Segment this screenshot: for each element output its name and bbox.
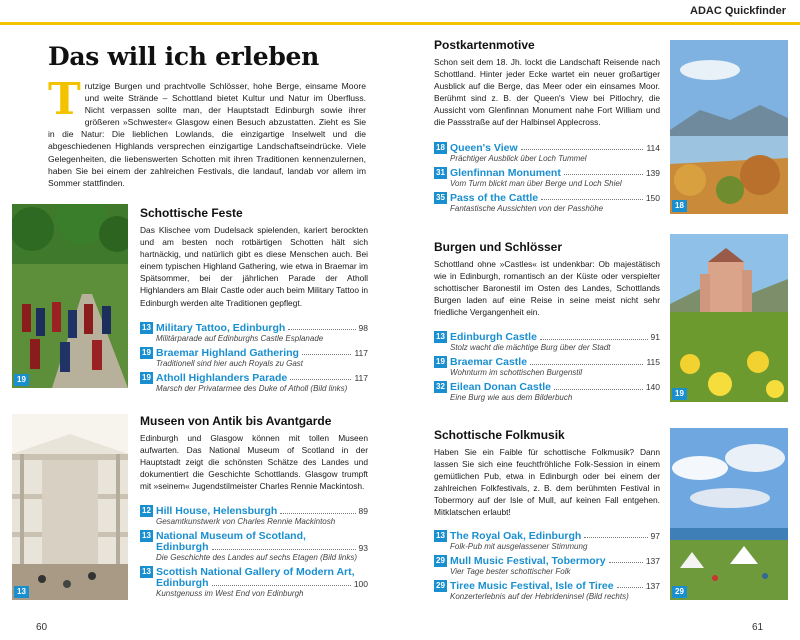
entry-atholl-parade[interactable] <box>140 372 368 394</box>
entry-subtitle: Konzerterlebnis auf der Hebrideninsel (Bild rechts) <box>450 591 629 601</box>
entry-subtitle: Vom Turm blickt man über Berge und Loch Shiel <box>450 178 622 188</box>
section-title: Schottische Feste <box>140 206 243 220</box>
leader-dots <box>288 329 355 330</box>
header-rule <box>0 22 800 25</box>
leader-dots <box>521 149 644 150</box>
photo-tag: 13 <box>14 586 29 598</box>
tour-badge: 13 <box>140 530 153 542</box>
entry-title[interactable]: Scottish National Gallery of Modern Art, <box>156 566 355 579</box>
entry-page: 137 <box>645 580 660 591</box>
tour-badge: 13 <box>434 331 447 343</box>
entry-title[interactable]: Tiree Music Festival, Isle of Tiree <box>450 579 614 592</box>
section-text: Haben Sie ein Faible für schottische Folkmusik? Dann lassen Sie sich eine feuchtfröhliche Folk-Session in einem gemütlichen Pub, etwa in Edinburgh oder bei einem der zahlreichen Folkfestivals, z. B. dem berühmten Festival in Tobermory auf der Isle of Mull, auf keinen Fall entgehen. Mitklatschen erlaubt! <box>434 447 660 518</box>
section-burgen <box>434 240 660 403</box>
photo-tag: 18 <box>672 200 687 212</box>
tour-badge: 19 <box>434 356 447 368</box>
leader-dots <box>540 339 648 340</box>
section-title: Museen von Antik bis Avantgarde <box>140 414 332 428</box>
entry-title[interactable]: Pass of the Cattle <box>450 191 539 204</box>
tour-badge: 12 <box>140 505 153 517</box>
photo-tag: 19 <box>14 374 29 386</box>
entry-subtitle: Die Geschichte des Landes auf sechs Etagen (Bild links) <box>156 553 357 563</box>
section-folk <box>434 428 660 602</box>
tour-badge: 29 <box>434 555 447 567</box>
festival-image <box>670 428 788 600</box>
section-title: Schottische Folkmusik <box>434 428 565 442</box>
entry-page: 98 <box>358 322 368 333</box>
entry-title[interactable]: The Royal Oak, Edinburgh <box>450 529 582 542</box>
entry-royal-oak[interactable] <box>434 530 660 552</box>
entry-page: 140 <box>645 382 660 393</box>
entry-queens-view[interactable] <box>434 142 660 164</box>
entry-eilean-donan[interactable] <box>434 381 660 403</box>
entry-subtitle: Wohnturm im schottischen Burgenstil <box>450 368 583 378</box>
entry-page: 91 <box>650 332 660 343</box>
entry-glenfinnan[interactable] <box>434 167 660 189</box>
photo-tiree-festival <box>670 428 788 600</box>
leader-dots <box>609 562 643 563</box>
entry-title[interactable]: Braemar Castle <box>450 356 528 369</box>
entry-title[interactable]: National Museum of Scotland, <box>156 530 306 543</box>
entry-hill-house[interactable] <box>140 505 368 527</box>
entry-braemar-castle[interactable] <box>434 356 660 378</box>
entry-title[interactable]: Glenfinnan Monument <box>450 166 561 179</box>
leader-dots <box>212 585 351 586</box>
entry-subtitle: Folk-Pub mit ausgelassener Stimmung <box>450 541 588 551</box>
tour-badge: 18 <box>434 142 447 154</box>
tour-badge: 19 <box>140 372 153 384</box>
entry-subtitle: Gesamtkunstwerk von Charles Rennie Mackintosh <box>156 517 336 527</box>
entry-title-continued[interactable]: Edinburgh <box>156 577 209 590</box>
section-text: Schottland ohne »Castles« ist undenkbar: Ob majestätisch wie in Edinburgh, romantisch an der Küste oder verspielter schottischer Baronestil im Osten des Landes, Schottlands Burgen laden auf eine Reise in seine meist nicht sehr friedliche Vergangenheit ein. <box>434 259 660 318</box>
photo-museum <box>12 414 128 600</box>
entry-title[interactable]: Edinburgh Castle <box>450 331 537 344</box>
entry-page: 139 <box>645 167 660 178</box>
entry-title[interactable]: Queen's View <box>450 141 518 154</box>
photo-tag: 19 <box>672 388 687 400</box>
photo-tag: 29 <box>672 586 687 598</box>
entry-subtitle: Prächtiger Ausblick über Loch Tummel <box>450 153 587 163</box>
entry-title[interactable]: Braemar Highland Gathering <box>156 346 299 359</box>
leader-dots <box>564 174 643 175</box>
entry-subtitle: Traditionell sind hier auch Royals zu Gast <box>156 358 304 368</box>
entry-page: 117 <box>354 347 368 358</box>
entry-title[interactable]: Mull Music Festival, Tobermory <box>450 554 606 567</box>
leader-dots <box>290 379 351 380</box>
page-title: Das will ich erleben <box>48 42 320 71</box>
tour-badge: 19 <box>140 347 153 359</box>
leader-dots <box>584 537 647 538</box>
brand-label: ADAC Quickfinder <box>690 5 786 17</box>
entry-subtitle: Militärparade auf Edinburghs Castle Esplanade <box>156 333 324 343</box>
leader-dots <box>617 587 643 588</box>
section-feste <box>140 206 368 394</box>
castle-image <box>670 234 788 402</box>
tour-badge: 13 <box>434 530 447 542</box>
entry-tiree-festival[interactable] <box>434 580 660 602</box>
section-title: Burgen und Schlösser <box>434 240 563 254</box>
page-number-left: 60 <box>36 622 48 633</box>
entry-page: 89 <box>358 506 368 517</box>
museum-image <box>12 414 128 600</box>
entry-military-tattoo[interactable] <box>140 322 368 344</box>
section-postkarten <box>434 38 660 214</box>
loch-image <box>670 40 788 214</box>
tour-badge: 13 <box>140 322 153 334</box>
entry-page: 100 <box>353 578 368 589</box>
entry-subtitle: Vier Tage bester schottischer Folk <box>450 566 571 576</box>
section-text: Das Klischee vom Dudelsack spielenden, kariert berockten und am besten noch rotbärtigen Schotten hält sich hartnäckig, und natürlich gibt es diese Menschen auch. Bei einem typischen Highland Gathering, wie etwa in Braemar im Spätsommer, bei der jährlichen Parade der Atholl Highlanders am Blair Castle oder auch beim Military Tattoo in Edinburgh werden alte Traditionen gepflegt. <box>140 225 368 308</box>
entry-page: 114 <box>646 142 660 153</box>
entry-edinburgh-castle[interactable] <box>434 331 660 353</box>
photo-highland-parade <box>12 204 128 388</box>
entry-title[interactable]: Hill House, Helensburgh <box>156 505 278 518</box>
photo-braemar-castle <box>670 234 788 402</box>
entry-page: 93 <box>358 542 368 553</box>
page-number-right: 61 <box>752 622 764 633</box>
tour-badge: 29 <box>434 580 447 592</box>
entry-pass-of-cattle[interactable] <box>434 192 660 214</box>
entry-title[interactable]: Atholl Highlanders Parade <box>156 371 288 384</box>
intro-paragraph <box>48 74 366 189</box>
tour-badge: 13 <box>140 566 153 578</box>
entry-subtitle: Fantastische Aussichten von der Passhöhe <box>450 203 604 213</box>
entry-page: 150 <box>645 192 660 203</box>
leader-dots <box>212 549 356 550</box>
tour-badge: 35 <box>434 192 447 204</box>
leader-dots <box>280 513 355 514</box>
entry-page: 97 <box>650 530 660 541</box>
tour-badge: 32 <box>434 381 447 393</box>
entry-page: 115 <box>646 357 660 368</box>
section-museen <box>140 414 368 599</box>
section-text: Edinburgh und Glasgow können mit tollen Museen aufwarten. Das National Museum of Scotland in der Hauptstadt zeigt die schönsten Schätze des Landes und dokumentiert die Geschichte Schottlands. Glasgow trumpft mit »seinem« Jugendstilmeister Charles Rennie Mackintosh. <box>140 433 368 492</box>
entry-title-continued[interactable]: Edinburgh <box>156 541 209 554</box>
intro-text: rutzige Burgen und prachtvolle Schlösser, hohe Berge, einsame Moore und weite Strände – Schottland bietet Kultur und Natur im Überfluss. Nicht verpassen sollte man, der Hauptstadt Edinburgh sowie ihrer größeren »Schwester« Glasgow einen Besuch abzustatten. Zieht es Sie in die Natur: Die lieblichen Lowlands, die einzigartige Inselwelt und die abgeschiedenen Highlands versprechen einzigartige Landschaftseindrücke. Viele Gelegenheiten, die liebenswerten Schotten mit ihren Traditionen kennenzulernen, haben Sie bei einem der zahlreichen Festivals, die landauf, landab vor allem im Sommer stattfinden. <box>48 81 366 188</box>
entry-subtitle: Kunstgenuss im West End von Edinburgh <box>156 589 304 599</box>
entry-page: 117 <box>354 372 368 383</box>
entry-subtitle: Marsch der Privatarmee des Duke of Atholl (Bild links) <box>156 383 348 393</box>
leader-dots <box>541 199 643 200</box>
entry-subtitle: Eine Burg wie aus dem Bilderbuch <box>450 393 573 403</box>
photo-queens-view <box>670 40 788 214</box>
leader-dots <box>554 389 643 390</box>
entry-title[interactable]: Eilean Donan Castle <box>450 381 551 394</box>
leader-dots <box>530 364 643 365</box>
tour-badge: 31 <box>434 167 447 179</box>
entry-page: 137 <box>645 555 660 566</box>
entry-braemar-gathering[interactable] <box>140 347 368 369</box>
entry-title[interactable]: Military Tattoo, Edinburgh <box>156 321 286 334</box>
section-title: Postkartenmotive <box>434 38 535 52</box>
entry-subtitle: Stolz wacht die mächtige Burg über der Stadt <box>450 343 611 353</box>
section-text: Schon seit dem 18. Jh. lockt die Landschaft Reisende nach Schottland. Hinter jeder Ecke wartet ein neuer großartiger Ausblick auf die Berge, das Meer oder ein einsames Moor. Berühmt sind z. B. der Queen's View bei Pitlochry, die Aussicht vom Glenfinnan Monument nahe Fort William und die Passstraße auf der Halbinsel Applecross. <box>434 57 660 128</box>
leader-dots <box>302 354 351 355</box>
entry-gallery-modern-art[interactable] <box>140 566 368 599</box>
entry-national-museum[interactable] <box>140 530 368 563</box>
dropcap: T <box>48 74 81 125</box>
parade-image <box>12 204 128 388</box>
entry-mull-festival[interactable] <box>434 555 660 577</box>
